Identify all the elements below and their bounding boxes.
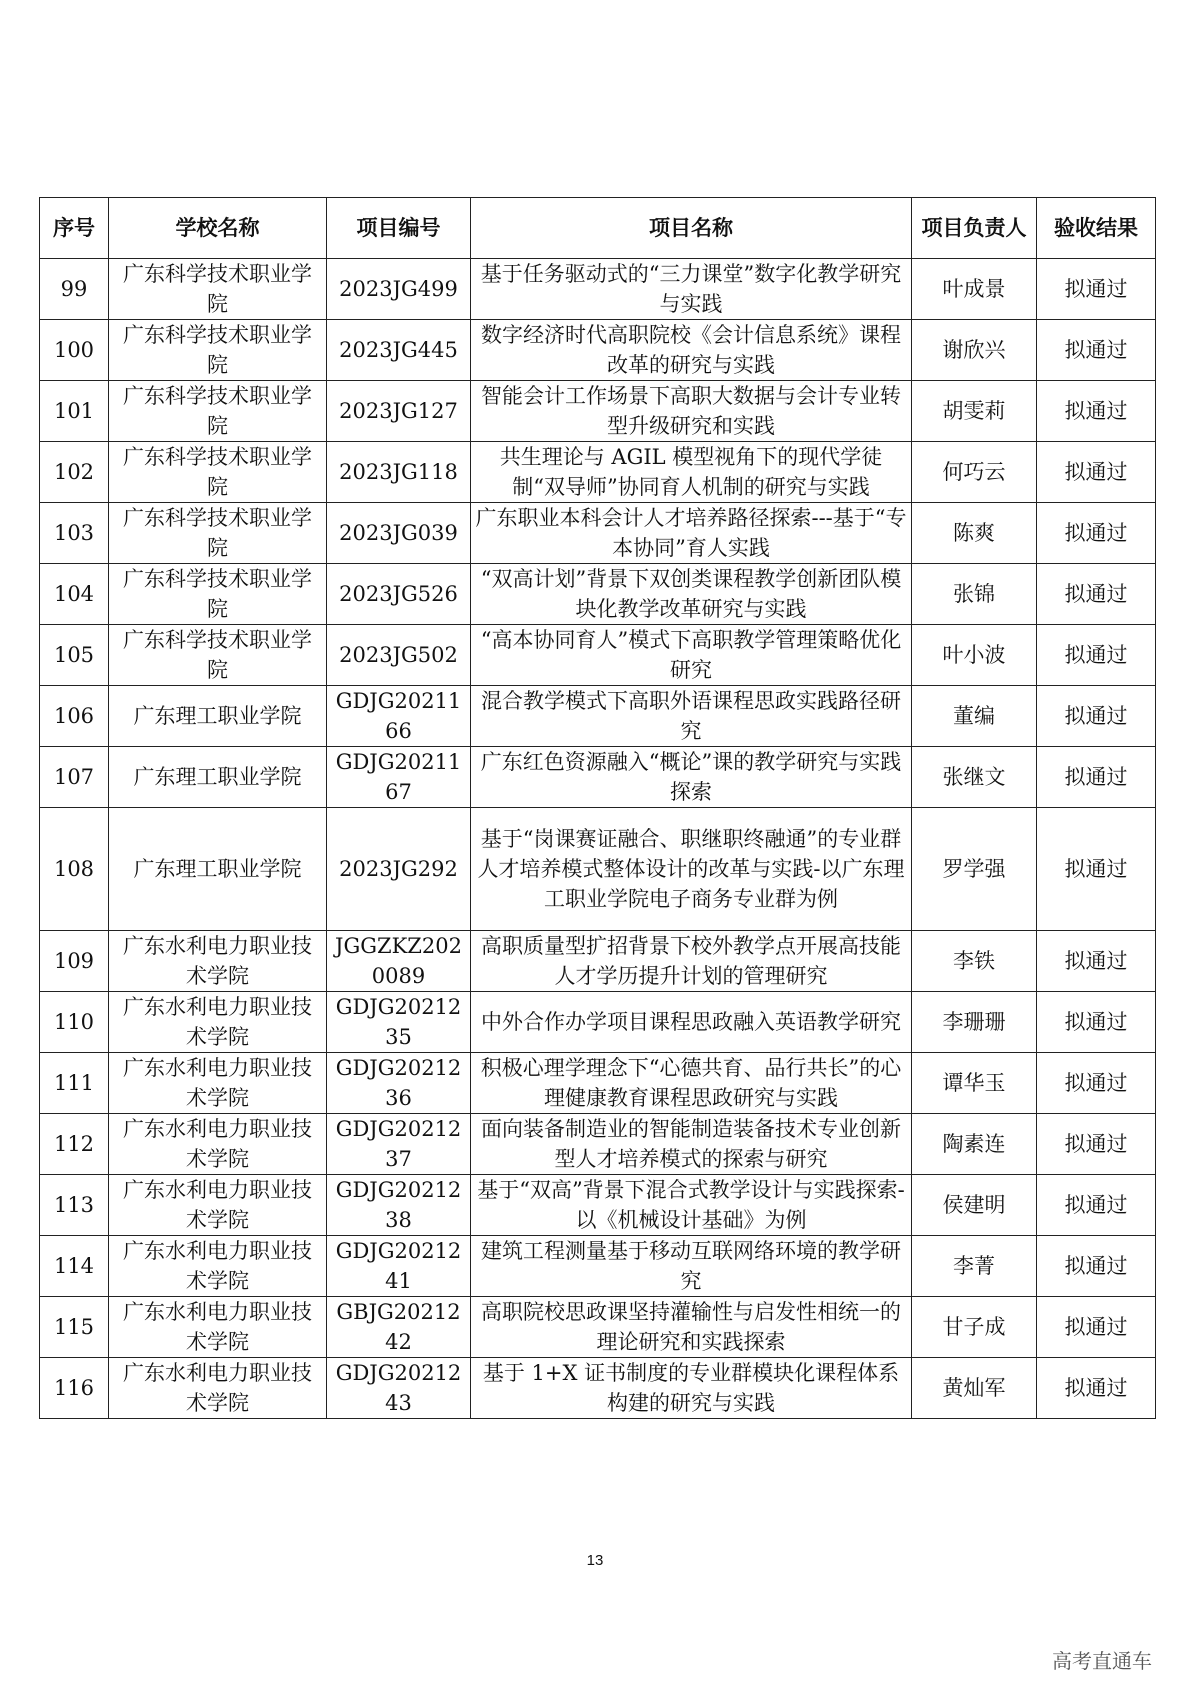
table-header-row	[40, 198, 1156, 259]
cell-result: 拟通过	[1037, 1358, 1156, 1419]
cell-project-code: GBJG2021242	[327, 1297, 471, 1358]
header-index: 序号	[40, 198, 109, 259]
table-row	[40, 992, 1156, 1053]
cell-index: 112	[40, 1114, 109, 1175]
cell-result: 拟通过	[1037, 259, 1156, 320]
cell-school: 广东科学技术职业学院	[109, 259, 327, 320]
table-row	[40, 686, 1156, 747]
cell-project-code: JGGZKZ2020089	[327, 931, 471, 992]
cell-index: 106	[40, 686, 109, 747]
cell-leader: 胡雯莉	[912, 381, 1037, 442]
cell-project-name: “高本协同育人”模式下高职教学管理策略优化研究	[471, 625, 912, 686]
cell-school: 广东水利电力职业技术学院	[109, 1114, 327, 1175]
cell-index: 116	[40, 1358, 109, 1419]
cell-school: 广东水利电力职业技术学院	[109, 931, 327, 992]
cell-leader: 谭华玉	[912, 1053, 1037, 1114]
cell-index: 110	[40, 992, 109, 1053]
table-row	[40, 320, 1156, 381]
cell-result: 拟通过	[1037, 381, 1156, 442]
cell-leader: 何巧云	[912, 442, 1037, 503]
cell-project-name: 共生理论与 AGIL 模型视角下的现代学徒制“双导师”协同育人机制的研究与实践	[471, 442, 912, 503]
cell-project-code: GDJG2021237	[327, 1114, 471, 1175]
cell-leader: 张继文	[912, 747, 1037, 808]
cell-result: 拟通过	[1037, 625, 1156, 686]
cell-school: 广东理工职业学院	[109, 686, 327, 747]
cell-index: 101	[40, 381, 109, 442]
header-project-name: 项目名称	[471, 198, 912, 259]
cell-school: 广东科学技术职业学院	[109, 381, 327, 442]
cell-project-code: 2023JG445	[327, 320, 471, 381]
cell-result: 拟通过	[1037, 1297, 1156, 1358]
cell-project-code: 2023JG499	[327, 259, 471, 320]
header-leader: 项目负责人	[912, 198, 1037, 259]
table-row	[40, 747, 1156, 808]
cell-project-name: 积极心理学理念下“心德共育、品行共长”的心理健康教育课程思政研究与实践	[471, 1053, 912, 1114]
cell-school: 广东水利电力职业技术学院	[109, 1297, 327, 1358]
cell-index: 105	[40, 625, 109, 686]
table-row	[40, 1358, 1156, 1419]
cell-result: 拟通过	[1037, 442, 1156, 503]
cell-index: 102	[40, 442, 109, 503]
cell-project-name: 基于任务驱动式的“三力课堂”数字化教学研究与实践	[471, 259, 912, 320]
cell-leader: 叶小波	[912, 625, 1037, 686]
cell-index: 114	[40, 1236, 109, 1297]
cell-school: 广东水利电力职业技术学院	[109, 1358, 327, 1419]
cell-result: 拟通过	[1037, 992, 1156, 1053]
table-row	[40, 1053, 1156, 1114]
cell-result: 拟通过	[1037, 320, 1156, 381]
cell-school: 广东科学技术职业学院	[109, 564, 327, 625]
cell-project-code: 2023JG039	[327, 503, 471, 564]
cell-leader: 李铁	[912, 931, 1037, 992]
cell-result: 拟通过	[1037, 564, 1156, 625]
cell-leader: 陈爽	[912, 503, 1037, 564]
cell-index: 104	[40, 564, 109, 625]
cell-school: 广东科学技术职业学院	[109, 442, 327, 503]
table-row	[40, 259, 1156, 320]
cell-result: 拟通过	[1037, 1175, 1156, 1236]
page-number: 13	[586, 1552, 604, 1569]
cell-project-name: 建筑工程测量基于移动互联网络环境的教学研究	[471, 1236, 912, 1297]
cell-project-name: 中外合作办学项目课程思政融入英语教学研究	[471, 992, 912, 1053]
cell-leader: 甘子成	[912, 1297, 1037, 1358]
cell-leader: 李珊珊	[912, 992, 1037, 1053]
cell-project-code: GDJG2021166	[327, 686, 471, 747]
cell-project-code: 2023JG502	[327, 625, 471, 686]
table-row	[40, 1175, 1156, 1236]
cell-project-code: 2023JG526	[327, 564, 471, 625]
cell-index: 113	[40, 1175, 109, 1236]
cell-school: 广东理工职业学院	[109, 808, 327, 931]
cell-result: 拟通过	[1037, 1053, 1156, 1114]
table-row	[40, 1297, 1156, 1358]
cell-project-name: 广东职业本科会计人才培养路径探索---基于“专本协同”育人实践	[471, 503, 912, 564]
cell-project-name: 广东红色资源融入“概论”课的教学研究与实践探索	[471, 747, 912, 808]
cell-project-name: 面向装备制造业的智能制造装备技术专业创新型人才培养模式的探索与研究	[471, 1114, 912, 1175]
cell-index: 109	[40, 931, 109, 992]
cell-school: 广东水利电力职业技术学院	[109, 1053, 327, 1114]
cell-leader: 董编	[912, 686, 1037, 747]
cell-project-name: 高职质量型扩招背景下校外教学点开展高技能人才学历提升计划的管理研究	[471, 931, 912, 992]
cell-project-name: 智能会计工作场景下高职大数据与会计专业转型升级研究和实践	[471, 381, 912, 442]
cell-index: 107	[40, 747, 109, 808]
cell-school: 广东科学技术职业学院	[109, 625, 327, 686]
cell-result: 拟通过	[1037, 686, 1156, 747]
cell-school: 广东理工职业学院	[109, 747, 327, 808]
cell-leader: 侯建明	[912, 1175, 1037, 1236]
cell-index: 99	[40, 259, 109, 320]
cell-index: 100	[40, 320, 109, 381]
table-row	[40, 381, 1156, 442]
cell-project-name: “双高计划”背景下双创类课程教学创新团队模块化教学改革研究与实践	[471, 564, 912, 625]
cell-index: 111	[40, 1053, 109, 1114]
cell-school: 广东科学技术职业学院	[109, 503, 327, 564]
cell-project-name: 基于“岗课赛证融合、职继职终融通”的专业群人才培养模式整体设计的改革与实践-以广东理工职业学院电子商务专业群为例	[471, 808, 912, 931]
table-body	[40, 259, 1156, 1419]
cell-result: 拟通过	[1037, 931, 1156, 992]
cell-project-code: GDJG2021167	[327, 747, 471, 808]
cell-project-code: 2023JG118	[327, 442, 471, 503]
table-row	[40, 1114, 1156, 1175]
cell-result: 拟通过	[1037, 1236, 1156, 1297]
results-table	[39, 197, 1156, 1419]
table-row	[40, 625, 1156, 686]
cell-project-name: 基于 1+X 证书制度的专业群模块化课程体系构建的研究与实践	[471, 1358, 912, 1419]
cell-school: 广东科学技术职业学院	[109, 320, 327, 381]
table-row	[40, 564, 1156, 625]
cell-index: 108	[40, 808, 109, 931]
cell-leader: 黄灿军	[912, 1358, 1037, 1419]
table-row	[40, 442, 1156, 503]
header-school: 学校名称	[109, 198, 327, 259]
cell-leader: 张锦	[912, 564, 1037, 625]
cell-project-name: 数字经济时代高职院校《会计信息系统》课程改革的研究与实践	[471, 320, 912, 381]
cell-result: 拟通过	[1037, 503, 1156, 564]
cell-project-code: 2023JG127	[327, 381, 471, 442]
cell-project-name: 基于“双高”背景下混合式教学设计与实践探索-以《机械设计基础》为例	[471, 1175, 912, 1236]
cell-leader: 陶素连	[912, 1114, 1037, 1175]
watermark: 高考直通车	[1052, 1649, 1152, 1673]
cell-index: 103	[40, 503, 109, 564]
cell-index: 115	[40, 1297, 109, 1358]
cell-project-name: 高职院校思政课坚持灌输性与启发性相统一的理论研究和实践探索	[471, 1297, 912, 1358]
header-result: 验收结果	[1037, 198, 1156, 259]
cell-school: 广东水利电力职业技术学院	[109, 1236, 327, 1297]
cell-leader: 谢欣兴	[912, 320, 1037, 381]
table-row	[40, 931, 1156, 992]
cell-leader: 叶成景	[912, 259, 1037, 320]
cell-project-code: 2023JG292	[327, 808, 471, 931]
table-row	[40, 1236, 1156, 1297]
table-row	[40, 503, 1156, 564]
cell-result: 拟通过	[1037, 1114, 1156, 1175]
cell-project-name: 混合教学模式下高职外语课程思政实践路径研究	[471, 686, 912, 747]
cell-leader: 李菁	[912, 1236, 1037, 1297]
cell-school: 广东水利电力职业技术学院	[109, 1175, 327, 1236]
cell-school: 广东水利电力职业技术学院	[109, 992, 327, 1053]
cell-leader: 罗学强	[912, 808, 1037, 931]
cell-project-code: GDJG2021243	[327, 1358, 471, 1419]
cell-result: 拟通过	[1037, 747, 1156, 808]
cell-project-code: GDJG2021235	[327, 992, 471, 1053]
table-row	[40, 808, 1156, 931]
cell-project-code: GDJG2021236	[327, 1053, 471, 1114]
cell-result: 拟通过	[1037, 808, 1156, 931]
cell-project-code: GDJG2021238	[327, 1175, 471, 1236]
header-project-code: 项目编号	[327, 198, 471, 259]
cell-project-code: GDJG2021241	[327, 1236, 471, 1297]
